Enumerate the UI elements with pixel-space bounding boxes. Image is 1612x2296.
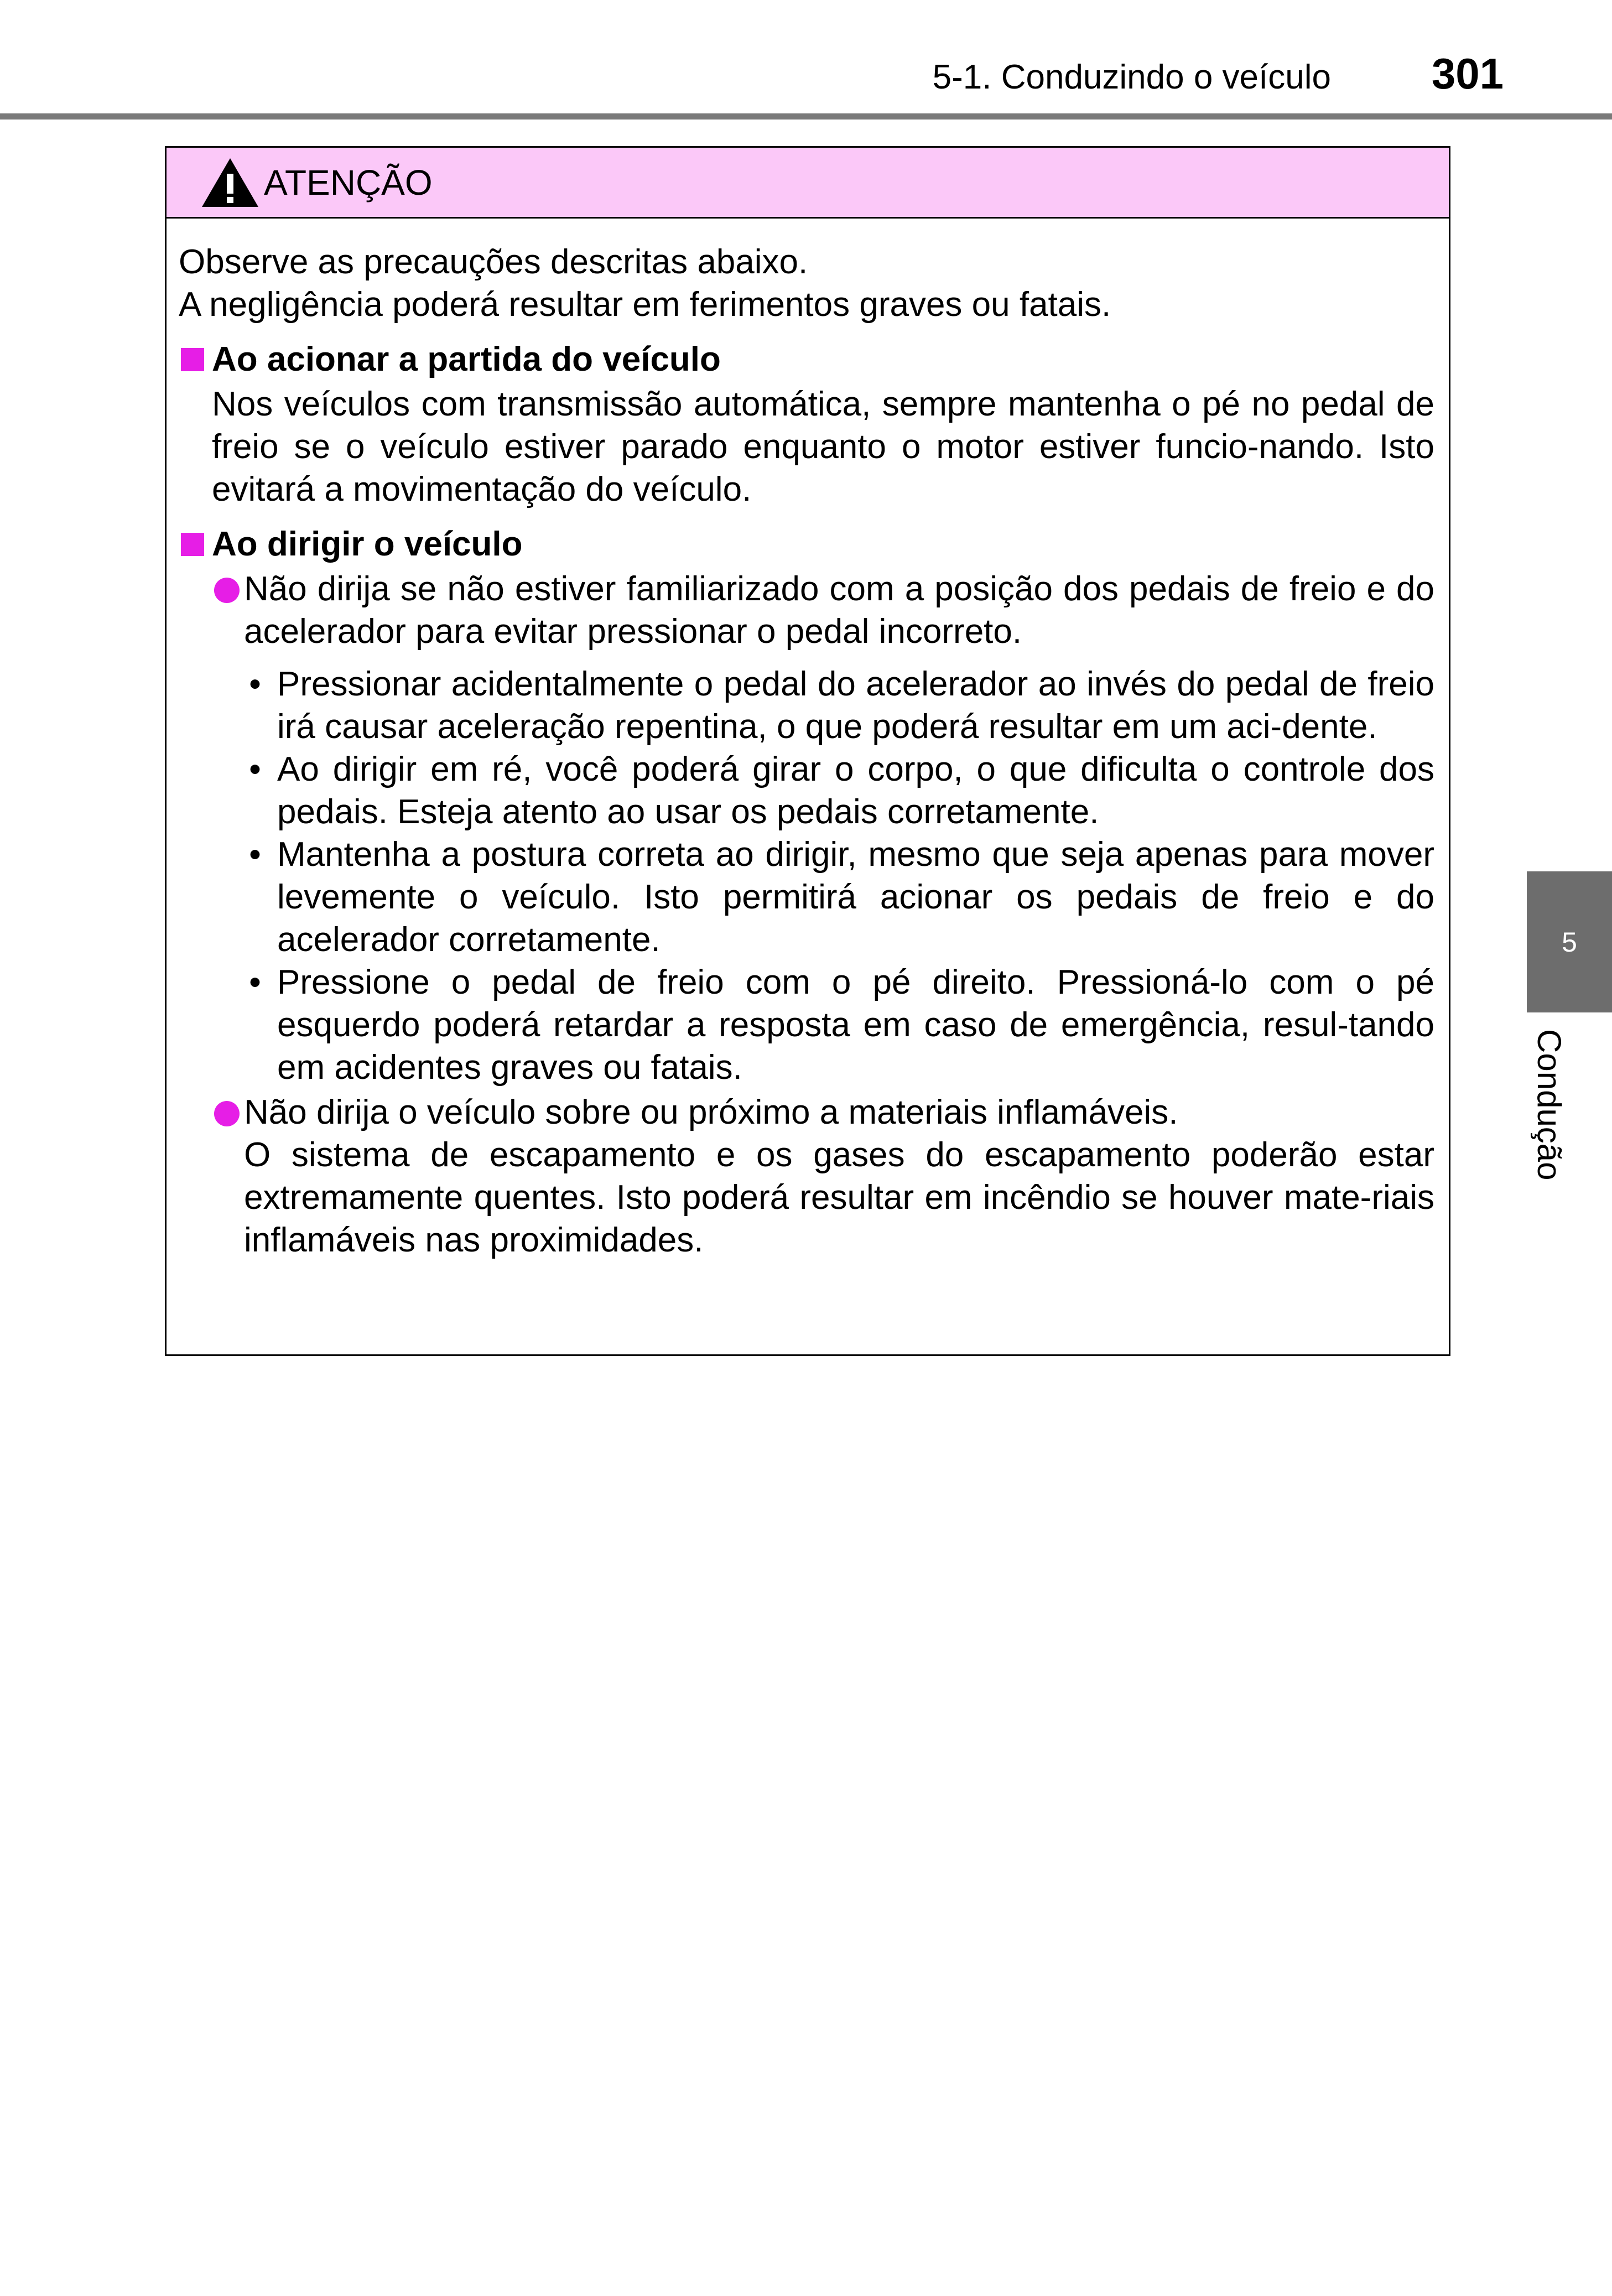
- sub-list: [179, 663, 1434, 1089]
- section-driving: [179, 523, 1434, 1261]
- chapter-label: Condução: [1531, 1029, 1568, 1181]
- sub-list-item-text: Mantenha a postura correta ao dirigir, mesmo que seja apenas para mover levemente o veículo. Isto permitirá acionar os pedais de freio e do acelerador corretamente.: [277, 835, 1434, 959]
- list-item-text: Não dirija o veículo sobre ou próximo a materiais inflamáveis.: [244, 1093, 1178, 1131]
- warning-triangle-icon: [201, 157, 259, 208]
- list-item: [179, 568, 1434, 653]
- circle-bullet-icon: [214, 578, 240, 603]
- section-heading-text: Ao acionar a partida do veículo: [212, 340, 721, 378]
- square-bullet-icon: [181, 348, 204, 371]
- section-title: 5-1. Conduzindo o veículo: [932, 58, 1331, 96]
- list-item-text: Não dirija se não estiver familiarizado com a posição dos pedais de freio e do acelerador para evitar pressionar o pedal incorreto.: [244, 570, 1434, 651]
- sub-list-item: [179, 833, 1434, 961]
- page-number: 301: [1431, 49, 1504, 98]
- header-rule: [0, 113, 1612, 120]
- dot-bullet-icon: •: [249, 665, 261, 703]
- dot-bullet-icon: •: [249, 835, 261, 874]
- section-paragraph: Nos veículos com transmissão automática, sempre mantenha o pé no pedal de freio se o veículo estiver parado enquanto o motor estiver funcio-nando. Isto evitará a movimentação do veículo.: [212, 385, 1434, 508]
- warning-intro: [179, 241, 1434, 326]
- circle-bullet-icon: [214, 1101, 240, 1126]
- chapter-number: 5: [1562, 926, 1577, 958]
- chapter-tab: [1527, 871, 1612, 1012]
- section-heading: [179, 338, 1434, 381]
- section-starting: [179, 338, 1434, 511]
- section-heading-text: Ao dirigir o veículo: [212, 525, 523, 563]
- dot-bullet-icon: •: [249, 750, 261, 788]
- intro-line: Observe as precauções descritas abaixo.: [179, 243, 808, 281]
- square-bullet-icon: [181, 533, 204, 556]
- section-heading: [179, 523, 1434, 565]
- list-item-text-continued: O sistema de escapamento e os gases do escapamento poderão estar extremamente quentes. Isto poderá resultar em incêndio se houver mate-riais inflamáveis nas proximidades.: [244, 1136, 1434, 1259]
- warning-title: ATENÇÃO: [264, 162, 433, 202]
- sub-list-item-text: Ao dirigir em ré, você poderá girar o corpo, o que dificulta o controle dos pedais. Esteja atento ao usar os pedais corretamente.: [277, 750, 1434, 831]
- dot-bullet-icon: •: [249, 963, 261, 1001]
- warning-box: [165, 146, 1450, 1356]
- warning-header: [167, 148, 1449, 219]
- intro-line: A negligência poderá resultar em ferimentos graves ou fatais.: [179, 285, 1111, 324]
- sub-list-item-text: Pressionar acidentalmente o pedal do acelerador ao invés do pedal de freio irá causar aceleração repentina, o que poderá resultar em um aci-dente.: [277, 665, 1434, 746]
- sub-list-item: [179, 961, 1434, 1089]
- warning-body: [167, 219, 1449, 1261]
- sub-list-item-text: Pressione o pedal de freio com o pé direito. Pressioná-lo com o pé esquerdo poderá retardar a resposta em caso de emergência, resul-tando em acidentes graves ou fatais.: [277, 963, 1434, 1087]
- sub-list-item: [179, 663, 1434, 748]
- sub-list-item: [179, 748, 1434, 833]
- list-item: [179, 1091, 1434, 1261]
